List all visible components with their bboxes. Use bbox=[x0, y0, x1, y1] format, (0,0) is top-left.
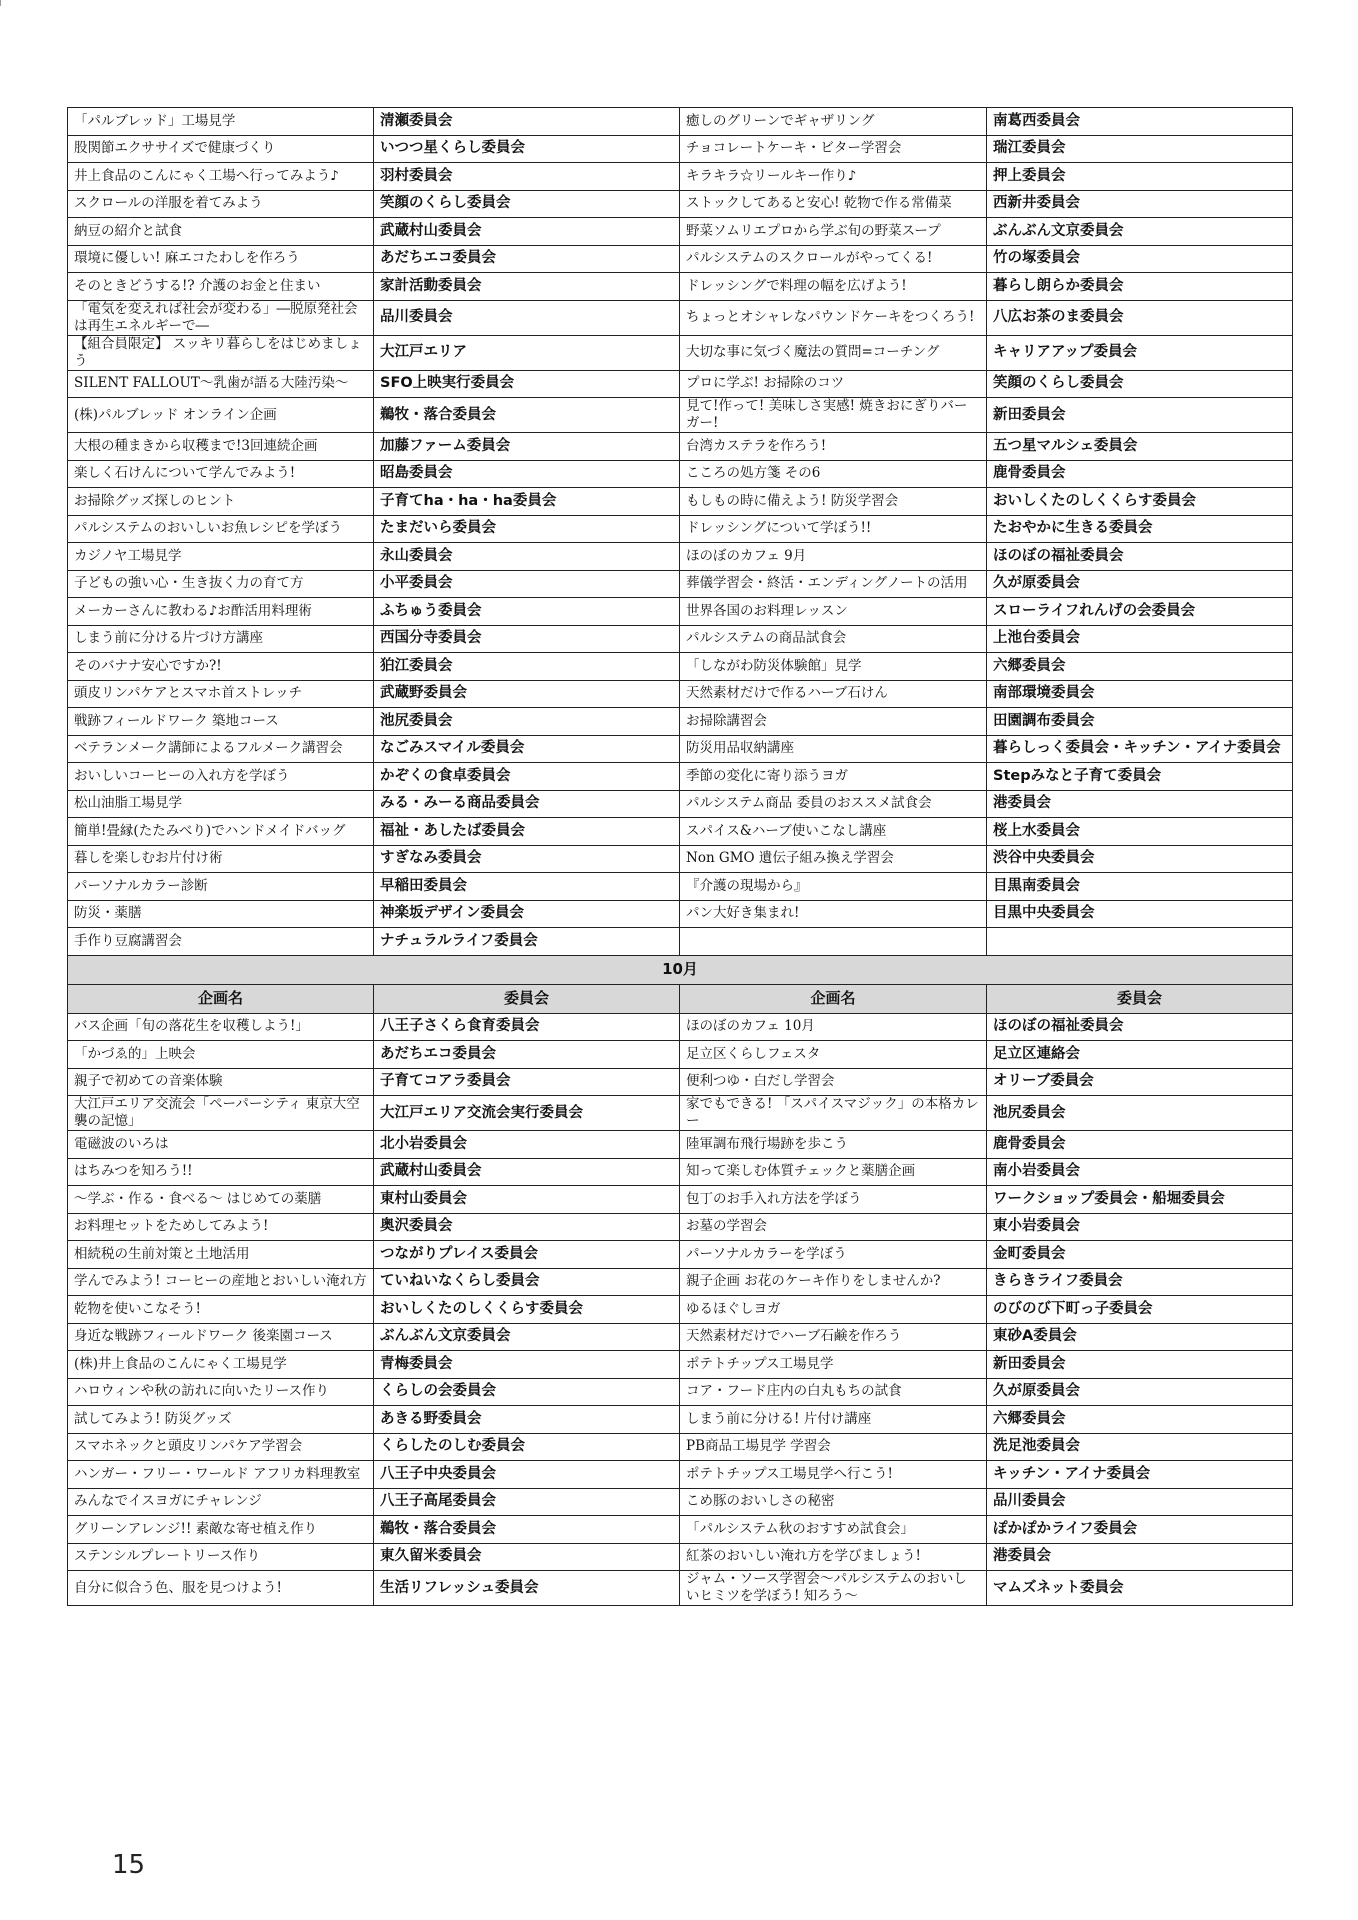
committee-cell: 池尻委員会 bbox=[374, 708, 680, 736]
plan-name-cell: Non GMO 遺伝子組み換え学習会 bbox=[680, 845, 987, 873]
table-row bbox=[68, 570, 1293, 598]
committee-cell: あきる野委員会 bbox=[374, 1406, 680, 1434]
october-section bbox=[68, 955, 1293, 1606]
committee-cell: 家計活動委員会 bbox=[374, 273, 680, 301]
september-rows bbox=[68, 108, 1293, 956]
plan-name-cell: 「しながわ防災体験館」見学 bbox=[680, 653, 987, 681]
committee-cell: 南部環境委員会 bbox=[987, 680, 1293, 708]
committee-cell: キャリアアップ委員会 bbox=[987, 335, 1293, 370]
table-row bbox=[68, 1131, 1293, 1159]
table-row bbox=[68, 1296, 1293, 1324]
plan-name-cell: 防災・薬膳 bbox=[68, 900, 374, 928]
plan-name-cell bbox=[680, 928, 987, 956]
table-row bbox=[68, 790, 1293, 818]
page-number: 15 bbox=[112, 1850, 146, 1880]
plan-name-cell: 戦跡フィールドワーク 築地コース bbox=[68, 708, 374, 736]
plan-name-cell: 陸軍調布飛行場跡を歩こう bbox=[680, 1131, 987, 1159]
table-row bbox=[68, 300, 1293, 335]
committee-cell: おいしくたのしくくらす委員会 bbox=[374, 1296, 680, 1324]
plan-name-cell: お料理セットをためしてみよう! bbox=[68, 1213, 374, 1241]
plan-name-cell: しまう前に分ける! 片付け講座 bbox=[680, 1406, 987, 1434]
committee-cell: オリーブ委員会 bbox=[987, 1068, 1293, 1096]
table-row bbox=[68, 653, 1293, 681]
committee-cell: 渋谷中央委員会 bbox=[987, 845, 1293, 873]
committee-cell: キッチン・アイナ委員会 bbox=[987, 1461, 1293, 1489]
committee-cell: 六郷委員会 bbox=[987, 1406, 1293, 1434]
crop-mark bbox=[0, 0, 1, 6]
table-row bbox=[68, 708, 1293, 736]
plan-name-cell: 子どもの強い心・生き抜く力の育て方 bbox=[68, 570, 374, 598]
committee-cell: 永山委員会 bbox=[374, 543, 680, 571]
plan-name-cell: ストックしてあると安心! 乾物で作る常備菜 bbox=[680, 190, 987, 218]
committee-cell: 武蔵村山委員会 bbox=[374, 1158, 680, 1186]
table-row bbox=[68, 625, 1293, 653]
table-row bbox=[68, 1241, 1293, 1269]
committee-cell: 竹の塚委員会 bbox=[987, 245, 1293, 273]
table-row bbox=[68, 1213, 1293, 1241]
plan-name-cell: 家でもできる! 「スパイスマジック」の本格カレー bbox=[680, 1096, 987, 1131]
table-row bbox=[68, 1068, 1293, 1096]
plan-name-cell: 見て!作って! 美味しさ実感! 焼きおにぎりバーガー! bbox=[680, 398, 987, 433]
plan-name-cell: 楽しく石けんについて学んでみよう! bbox=[68, 460, 374, 488]
table-row bbox=[68, 335, 1293, 370]
plan-name-cell: 【組合員限定】 スッキリ暮らしをはじめましょう bbox=[68, 335, 374, 370]
plan-name-cell: しまう前に分ける片づけ方講座 bbox=[68, 625, 374, 653]
plan-name-cell: キラキラ☆リールキー作り♪ bbox=[680, 163, 987, 191]
plan-name-cell: 足立区くらしフェスタ bbox=[680, 1041, 987, 1069]
committee-cell: あだちエコ委員会 bbox=[374, 1041, 680, 1069]
plan-name-cell: お掃除講習会 bbox=[680, 708, 987, 736]
header-committee: 委員会 bbox=[374, 984, 680, 1013]
committee-cell: 港委員会 bbox=[987, 1543, 1293, 1571]
committee-cell: 生活リフレッシュ委員会 bbox=[374, 1571, 680, 1606]
committee-cell: 青梅委員会 bbox=[374, 1351, 680, 1379]
committee-cell: 八広お茶のま委員会 bbox=[987, 300, 1293, 335]
table-row bbox=[68, 1543, 1293, 1571]
table-row bbox=[68, 135, 1293, 163]
committee-cell: 八王子さくら食育委員会 bbox=[374, 1013, 680, 1041]
committee-cell: 目黒中央委員会 bbox=[987, 900, 1293, 928]
committee-cell: 田園調布委員会 bbox=[987, 708, 1293, 736]
committee-cell: 大江戸エリア交流会実行委員会 bbox=[374, 1096, 680, 1131]
plan-name-cell: ベテランメーク講師によるフルメーク講習会 bbox=[68, 735, 374, 763]
committee-cell: 八王子高尾委員会 bbox=[374, 1488, 680, 1516]
plan-name-cell: PB商品工場見学 学習会 bbox=[680, 1433, 987, 1461]
committee-cell: ふちゅう委員会 bbox=[374, 598, 680, 626]
committee-cell: 久が原委員会 bbox=[987, 570, 1293, 598]
table-row bbox=[68, 108, 1293, 136]
committee-cell: Stepみなと子育て委員会 bbox=[987, 763, 1293, 791]
committee-cell: 瑞江委員会 bbox=[987, 135, 1293, 163]
table-row bbox=[68, 873, 1293, 901]
table-row bbox=[68, 1158, 1293, 1186]
table-row bbox=[68, 190, 1293, 218]
plan-name-cell: 大江戸エリア交流会「ペーパーシティ 東京大空襲の記憶」 bbox=[68, 1096, 374, 1131]
plan-name-cell: ジャム・ソース学習会～パルシステムのおいしいヒミツを学ぼう! 知ろう～ bbox=[680, 1571, 987, 1606]
committee-cell: たおやかに生きる委員会 bbox=[987, 515, 1293, 543]
plan-name-cell: 手作り豆腐講習会 bbox=[68, 928, 374, 956]
plan-name-cell: 「電気を変えれば社会が変わる」―脱原発社会は再生エネルギーで― bbox=[68, 300, 374, 335]
plan-name-cell: 暮しを楽しむお片付け術 bbox=[68, 845, 374, 873]
plan-name-cell: ポテトチップス工場見学 bbox=[680, 1351, 987, 1379]
plan-name-cell: 野菜ソムリエプロから学ぶ旬の野菜スープ bbox=[680, 218, 987, 246]
committee-cell: ぽかぽかライフ委員会 bbox=[987, 1516, 1293, 1544]
plan-name-cell: 天然素材だけでハーブ石鹸を作ろう bbox=[680, 1323, 987, 1351]
table-row bbox=[68, 900, 1293, 928]
table-row bbox=[68, 515, 1293, 543]
committee-cell: ワークショップ委員会・船堀委員会 bbox=[987, 1186, 1293, 1214]
plan-name-cell: (株)井上食品のこんにゃく工場見学 bbox=[68, 1351, 374, 1379]
plan-name-cell: グリーンアレンジ!! 素敵な寄せ植え作り bbox=[68, 1516, 374, 1544]
plan-name-cell: 身近な戦跡フィールドワーク 後楽園コース bbox=[68, 1323, 374, 1351]
committee-cell: ナチュラルライフ委員会 bbox=[374, 928, 680, 956]
committee-cell: 子育てha・ha・ha委員会 bbox=[374, 488, 680, 516]
committee-cell: きらきライフ委員会 bbox=[987, 1268, 1293, 1296]
committee-cell: マムズネット委員会 bbox=[987, 1571, 1293, 1606]
plan-name-cell: 癒しのグリーンでギャザリング bbox=[680, 108, 987, 136]
plan-name-cell: こころの処方箋 その6 bbox=[680, 460, 987, 488]
committee-cell: 子育てコアラ委員会 bbox=[374, 1068, 680, 1096]
plan-name-cell: ハンガー・フリー・ワールド アフリカ料理教室 bbox=[68, 1461, 374, 1489]
committee-cell: 新田委員会 bbox=[987, 1351, 1293, 1379]
committee-cell: 港委員会 bbox=[987, 790, 1293, 818]
plan-name-cell: 紅茶のおいしい淹れ方を学びましょう! bbox=[680, 1543, 987, 1571]
table-row bbox=[68, 1516, 1293, 1544]
committee-cell: 暮らしっく委員会・キッチン・アイナ委員会 bbox=[987, 735, 1293, 763]
committee-cell: 福祉・あしたば委員会 bbox=[374, 818, 680, 846]
committee-cell: 八王子中央委員会 bbox=[374, 1461, 680, 1489]
table-row bbox=[68, 245, 1293, 273]
committee-cell: 南葛西委員会 bbox=[987, 108, 1293, 136]
committee-cell: たまだいら委員会 bbox=[374, 515, 680, 543]
plan-name-cell: パーソナルカラー診断 bbox=[68, 873, 374, 901]
committee-cell: 南小岩委員会 bbox=[987, 1158, 1293, 1186]
plan-name-cell: ポテトチップス工場見学へ行こう! bbox=[680, 1461, 987, 1489]
table-row bbox=[68, 845, 1293, 873]
committee-cell: くらしたのしむ委員会 bbox=[374, 1433, 680, 1461]
month-label: 10月 bbox=[68, 955, 1293, 984]
table-row bbox=[68, 1351, 1293, 1379]
committee-cell: ほのぼの福祉委員会 bbox=[987, 1013, 1293, 1041]
table-row bbox=[68, 163, 1293, 191]
committee-cell: 品川委員会 bbox=[374, 300, 680, 335]
table-row bbox=[68, 1488, 1293, 1516]
committee-cell: 早稲田委員会 bbox=[374, 873, 680, 901]
committee-cell: 鵜牧・落合委員会 bbox=[374, 398, 680, 433]
committee-cell: 洗足池委員会 bbox=[987, 1433, 1293, 1461]
plan-name-cell: (株)パルブレッド オンライン企画 bbox=[68, 398, 374, 433]
committee-cell: ていねいなくらし委員会 bbox=[374, 1268, 680, 1296]
committee-cell: おいしくたのしくくらす委員会 bbox=[987, 488, 1293, 516]
plan-name-cell: 電磁波のいろは bbox=[68, 1131, 374, 1159]
committee-cell: いつつ星くらし委員会 bbox=[374, 135, 680, 163]
plan-name-cell: メーカーさんに教わる♪お酢活用料理術 bbox=[68, 598, 374, 626]
committee-cell: 上池台委員会 bbox=[987, 625, 1293, 653]
committee-cell: 足立区連絡会 bbox=[987, 1041, 1293, 1069]
committee-cell: 西新井委員会 bbox=[987, 190, 1293, 218]
table-row bbox=[68, 680, 1293, 708]
table-row bbox=[68, 1096, 1293, 1131]
committee-cell: 清瀬委員会 bbox=[374, 108, 680, 136]
plan-name-cell: 環境に優しい! 麻エコたわしを作ろう bbox=[68, 245, 374, 273]
committee-cell: 五つ星マルシェ委員会 bbox=[987, 433, 1293, 461]
plan-name-cell: 世界各国のお料理レッスン bbox=[680, 598, 987, 626]
plan-name-cell: ドレッシングで料理の幅を広げよう! bbox=[680, 273, 987, 301]
header-committee: 委員会 bbox=[987, 984, 1293, 1013]
plan-name-cell: ゆるほぐしヨガ bbox=[680, 1296, 987, 1324]
plan-name-cell: 頭皮リンパケアとスマホ首ストレッチ bbox=[68, 680, 374, 708]
table-row bbox=[68, 1013, 1293, 1041]
plan-name-cell: ほのぼのカフェ 10月 bbox=[680, 1013, 987, 1041]
plan-name-cell: ちょっとオシャレなパウンドケーキをつくろう! bbox=[680, 300, 987, 335]
plan-name-cell: ステンシルプレートリース作り bbox=[68, 1543, 374, 1571]
committee-cell: 鹿骨委員会 bbox=[987, 1131, 1293, 1159]
committee-cell: 武蔵野委員会 bbox=[374, 680, 680, 708]
header-plan-name: 企画名 bbox=[680, 984, 987, 1013]
committee-cell: 押上委員会 bbox=[987, 163, 1293, 191]
plan-name-cell: 井上食品のこんにゃく工場へ行ってみよう♪ bbox=[68, 163, 374, 191]
committee-cell: 小平委員会 bbox=[374, 570, 680, 598]
plan-name-cell: 知って楽しむ体質チェックと薬膳企画 bbox=[680, 1158, 987, 1186]
plan-name-cell: おいしいコーヒーの入れ方を学ぼう bbox=[68, 763, 374, 791]
plan-name-cell: 便利つゆ・白だし学習会 bbox=[680, 1068, 987, 1096]
plan-name-cell: ドレッシングについて学ぼう!! bbox=[680, 515, 987, 543]
committee-cell: スローライフれんげの会委員会 bbox=[987, 598, 1293, 626]
committee-cell: つながりプレイス委員会 bbox=[374, 1241, 680, 1269]
plan-name-cell: パルシステム商品 委員のおススメ試食会 bbox=[680, 790, 987, 818]
table-row bbox=[68, 370, 1293, 398]
committee-cell: 目黒南委員会 bbox=[987, 873, 1293, 901]
table-row bbox=[68, 818, 1293, 846]
committee-cell: 暮らし朗らか委員会 bbox=[987, 273, 1293, 301]
table-row bbox=[68, 735, 1293, 763]
table-row bbox=[68, 763, 1293, 791]
plan-name-cell: 乾物を使いこなそう! bbox=[68, 1296, 374, 1324]
plan-name-cell: 相続税の生前対策と土地活用 bbox=[68, 1241, 374, 1269]
committee-cell: 狛江委員会 bbox=[374, 653, 680, 681]
table-row bbox=[68, 928, 1293, 956]
plan-name-cell: 包丁のお手入れ方法を学ぼう bbox=[680, 1186, 987, 1214]
plan-name-cell: スマホネックと頭皮リンパケア学習会 bbox=[68, 1433, 374, 1461]
committee-cell: 笑顔のくらし委員会 bbox=[374, 190, 680, 218]
committee-cell: あだちエコ委員会 bbox=[374, 245, 680, 273]
plan-name-cell: 大切な事に気づく魔法の質問=コーチング bbox=[680, 335, 987, 370]
plan-name-cell: はちみつを知ろう!! bbox=[68, 1158, 374, 1186]
committee-cell: くらしの会委員会 bbox=[374, 1378, 680, 1406]
committee-cell: 昭島委員会 bbox=[374, 460, 680, 488]
plan-name-cell: パン大好き集まれ! bbox=[680, 900, 987, 928]
plan-name-cell: SILENT FALLOUT～乳歯が語る大陸汚染～ bbox=[68, 370, 374, 398]
plan-name-cell: 自分に似合う色、服を見つけよう! bbox=[68, 1571, 374, 1606]
plan-name-cell: お掃除グッズ探しのヒント bbox=[68, 488, 374, 516]
column-header-row bbox=[68, 984, 1293, 1013]
plan-name-cell: バス企画「旬の落花生を収穫しよう!」 bbox=[68, 1013, 374, 1041]
committee-cell: 東砂A委員会 bbox=[987, 1323, 1293, 1351]
committee-cell: 羽村委員会 bbox=[374, 163, 680, 191]
table-row bbox=[68, 218, 1293, 246]
committee-cell bbox=[987, 928, 1293, 956]
plan-name-cell: プロに学ぶ! お掃除のコツ bbox=[680, 370, 987, 398]
committee-cell: SFO上映実行委員会 bbox=[374, 370, 680, 398]
table-row bbox=[68, 1186, 1293, 1214]
committee-cell: 金町委員会 bbox=[987, 1241, 1293, 1269]
plan-name-cell: 防災用品収納講座 bbox=[680, 735, 987, 763]
plan-name-cell: 葬儀学習会・終活・エンディングノートの活用 bbox=[680, 570, 987, 598]
committee-cell: 新田委員会 bbox=[987, 398, 1293, 433]
committee-cell: 奥沢委員会 bbox=[374, 1213, 680, 1241]
committee-cell: 久が原委員会 bbox=[987, 1378, 1293, 1406]
committee-cell: 北小岩委員会 bbox=[374, 1131, 680, 1159]
committee-cell: 池尻委員会 bbox=[987, 1096, 1293, 1131]
plan-name-cell: コア・フード庄内の白丸もちの試食 bbox=[680, 1378, 987, 1406]
committee-cell: 桜上水委員会 bbox=[987, 818, 1293, 846]
table-row bbox=[68, 598, 1293, 626]
plan-name-cell: こめ豚のおいしさの秘密 bbox=[680, 1488, 987, 1516]
plan-name-cell: ほのぼのカフェ 9月 bbox=[680, 543, 987, 571]
plan-name-cell: 天然素材だけで作るハーブ石けん bbox=[680, 680, 987, 708]
committee-cell: かぞくの食卓委員会 bbox=[374, 763, 680, 791]
table-row bbox=[68, 1406, 1293, 1434]
month-header-row bbox=[68, 955, 1293, 984]
committee-cell: 鵜牧・落合委員会 bbox=[374, 1516, 680, 1544]
committee-cell: のびのび下町っ子委員会 bbox=[987, 1296, 1293, 1324]
plan-name-cell: スパイス&ハーブ使いこなし講座 bbox=[680, 818, 987, 846]
plan-name-cell: 季節の変化に寄り添うヨガ bbox=[680, 763, 987, 791]
plan-name-cell: みんなでイスヨガにチャレンジ bbox=[68, 1488, 374, 1516]
committee-cell: すぎなみ委員会 bbox=[374, 845, 680, 873]
plan-name-cell: パルシステムのおいしいお魚レシピを学ぼう bbox=[68, 515, 374, 543]
committee-cell: 武蔵村山委員会 bbox=[374, 218, 680, 246]
committee-cell: なごみスマイル委員会 bbox=[374, 735, 680, 763]
table-row bbox=[68, 460, 1293, 488]
plan-name-cell: 「パルブレッド」工場見学 bbox=[68, 108, 374, 136]
plan-name-cell: パルシステムのスクロールがやってくる! bbox=[680, 245, 987, 273]
plan-name-cell: 学んでみよう! コーヒーの産地とおいしい淹れ方 bbox=[68, 1268, 374, 1296]
table-row bbox=[68, 273, 1293, 301]
plan-name-cell: もしもの時に備えよう! 防災学習会 bbox=[680, 488, 987, 516]
committee-cell: 六郷委員会 bbox=[987, 653, 1293, 681]
plan-name-cell: 松山油脂工場見学 bbox=[68, 790, 374, 818]
plan-name-cell: そのときどうする!? 介護のお金と住まい bbox=[68, 273, 374, 301]
plan-name-cell: ハロウィンや秋の訪れに向いたリース作り bbox=[68, 1378, 374, 1406]
table-row bbox=[68, 488, 1293, 516]
committee-cell: 神楽坂デザイン委員会 bbox=[374, 900, 680, 928]
committee-cell: 品川委員会 bbox=[987, 1488, 1293, 1516]
table-row bbox=[68, 1461, 1293, 1489]
plan-name-cell: 納豆の紹介と試食 bbox=[68, 218, 374, 246]
committee-cell: 東村山委員会 bbox=[374, 1186, 680, 1214]
committee-cell: 笑顔のくらし委員会 bbox=[987, 370, 1293, 398]
plan-name-cell: チョコレートケーキ・ビター学習会 bbox=[680, 135, 987, 163]
table-row bbox=[68, 398, 1293, 433]
table-row bbox=[68, 543, 1293, 571]
plan-name-cell: 親子企画 お花のケーキ作りをしませんか? bbox=[680, 1268, 987, 1296]
plan-name-cell: そのバナナ安心ですか?! bbox=[68, 653, 374, 681]
plan-name-cell: 『介護の現場から』 bbox=[680, 873, 987, 901]
plan-name-cell: スクロールの洋服を着てみよう bbox=[68, 190, 374, 218]
plan-name-cell: お墓の学習会 bbox=[680, 1213, 987, 1241]
committee-cell: 鹿骨委員会 bbox=[987, 460, 1293, 488]
committee-cell: ほのぼの福祉委員会 bbox=[987, 543, 1293, 571]
plan-name-cell: カジノヤ工場見学 bbox=[68, 543, 374, 571]
committee-cell: 加藤ファーム委員会 bbox=[374, 433, 680, 461]
header-plan-name: 企画名 bbox=[68, 984, 374, 1013]
plan-name-cell: パーソナルカラーを学ぼう bbox=[680, 1241, 987, 1269]
committee-cell: 西国分寺委員会 bbox=[374, 625, 680, 653]
table-row bbox=[68, 433, 1293, 461]
table-row bbox=[68, 1571, 1293, 1606]
plan-name-cell: 「パルシステム秋のおすすめ試食会」 bbox=[680, 1516, 987, 1544]
plan-name-cell: パルシステムの商品試食会 bbox=[680, 625, 987, 653]
plan-name-cell: 股関節エクササイズで健康づくり bbox=[68, 135, 374, 163]
committee-cell: ぶんぶん文京委員会 bbox=[987, 218, 1293, 246]
plan-name-cell: 簡単!畳縁(たたみべり)でハンドメイドバッグ bbox=[68, 818, 374, 846]
committee-cell: 東久留米委員会 bbox=[374, 1543, 680, 1571]
table-row bbox=[68, 1041, 1293, 1069]
committee-cell: 大江戸エリア bbox=[374, 335, 680, 370]
plan-name-cell: 大根の種まきから収穫まで!3回連続企画 bbox=[68, 433, 374, 461]
event-table bbox=[67, 107, 1293, 1606]
plan-name-cell: 試してみよう! 防災グッズ bbox=[68, 1406, 374, 1434]
table-row bbox=[68, 1323, 1293, 1351]
committee-cell: ぶんぶん文京委員会 bbox=[374, 1323, 680, 1351]
plan-name-cell: 「かづゑ的」上映会 bbox=[68, 1041, 374, 1069]
committee-cell: みる・みーる商品委員会 bbox=[374, 790, 680, 818]
plan-name-cell: 親子で初めての音楽体験 bbox=[68, 1068, 374, 1096]
table-row bbox=[68, 1378, 1293, 1406]
table-row bbox=[68, 1433, 1293, 1461]
plan-name-cell: 台湾カステラを作ろう! bbox=[680, 433, 987, 461]
table-row bbox=[68, 1268, 1293, 1296]
committee-cell: 東小岩委員会 bbox=[987, 1213, 1293, 1241]
plan-name-cell: ～学ぶ・作る・食べる～ はじめての薬膳 bbox=[68, 1186, 374, 1214]
